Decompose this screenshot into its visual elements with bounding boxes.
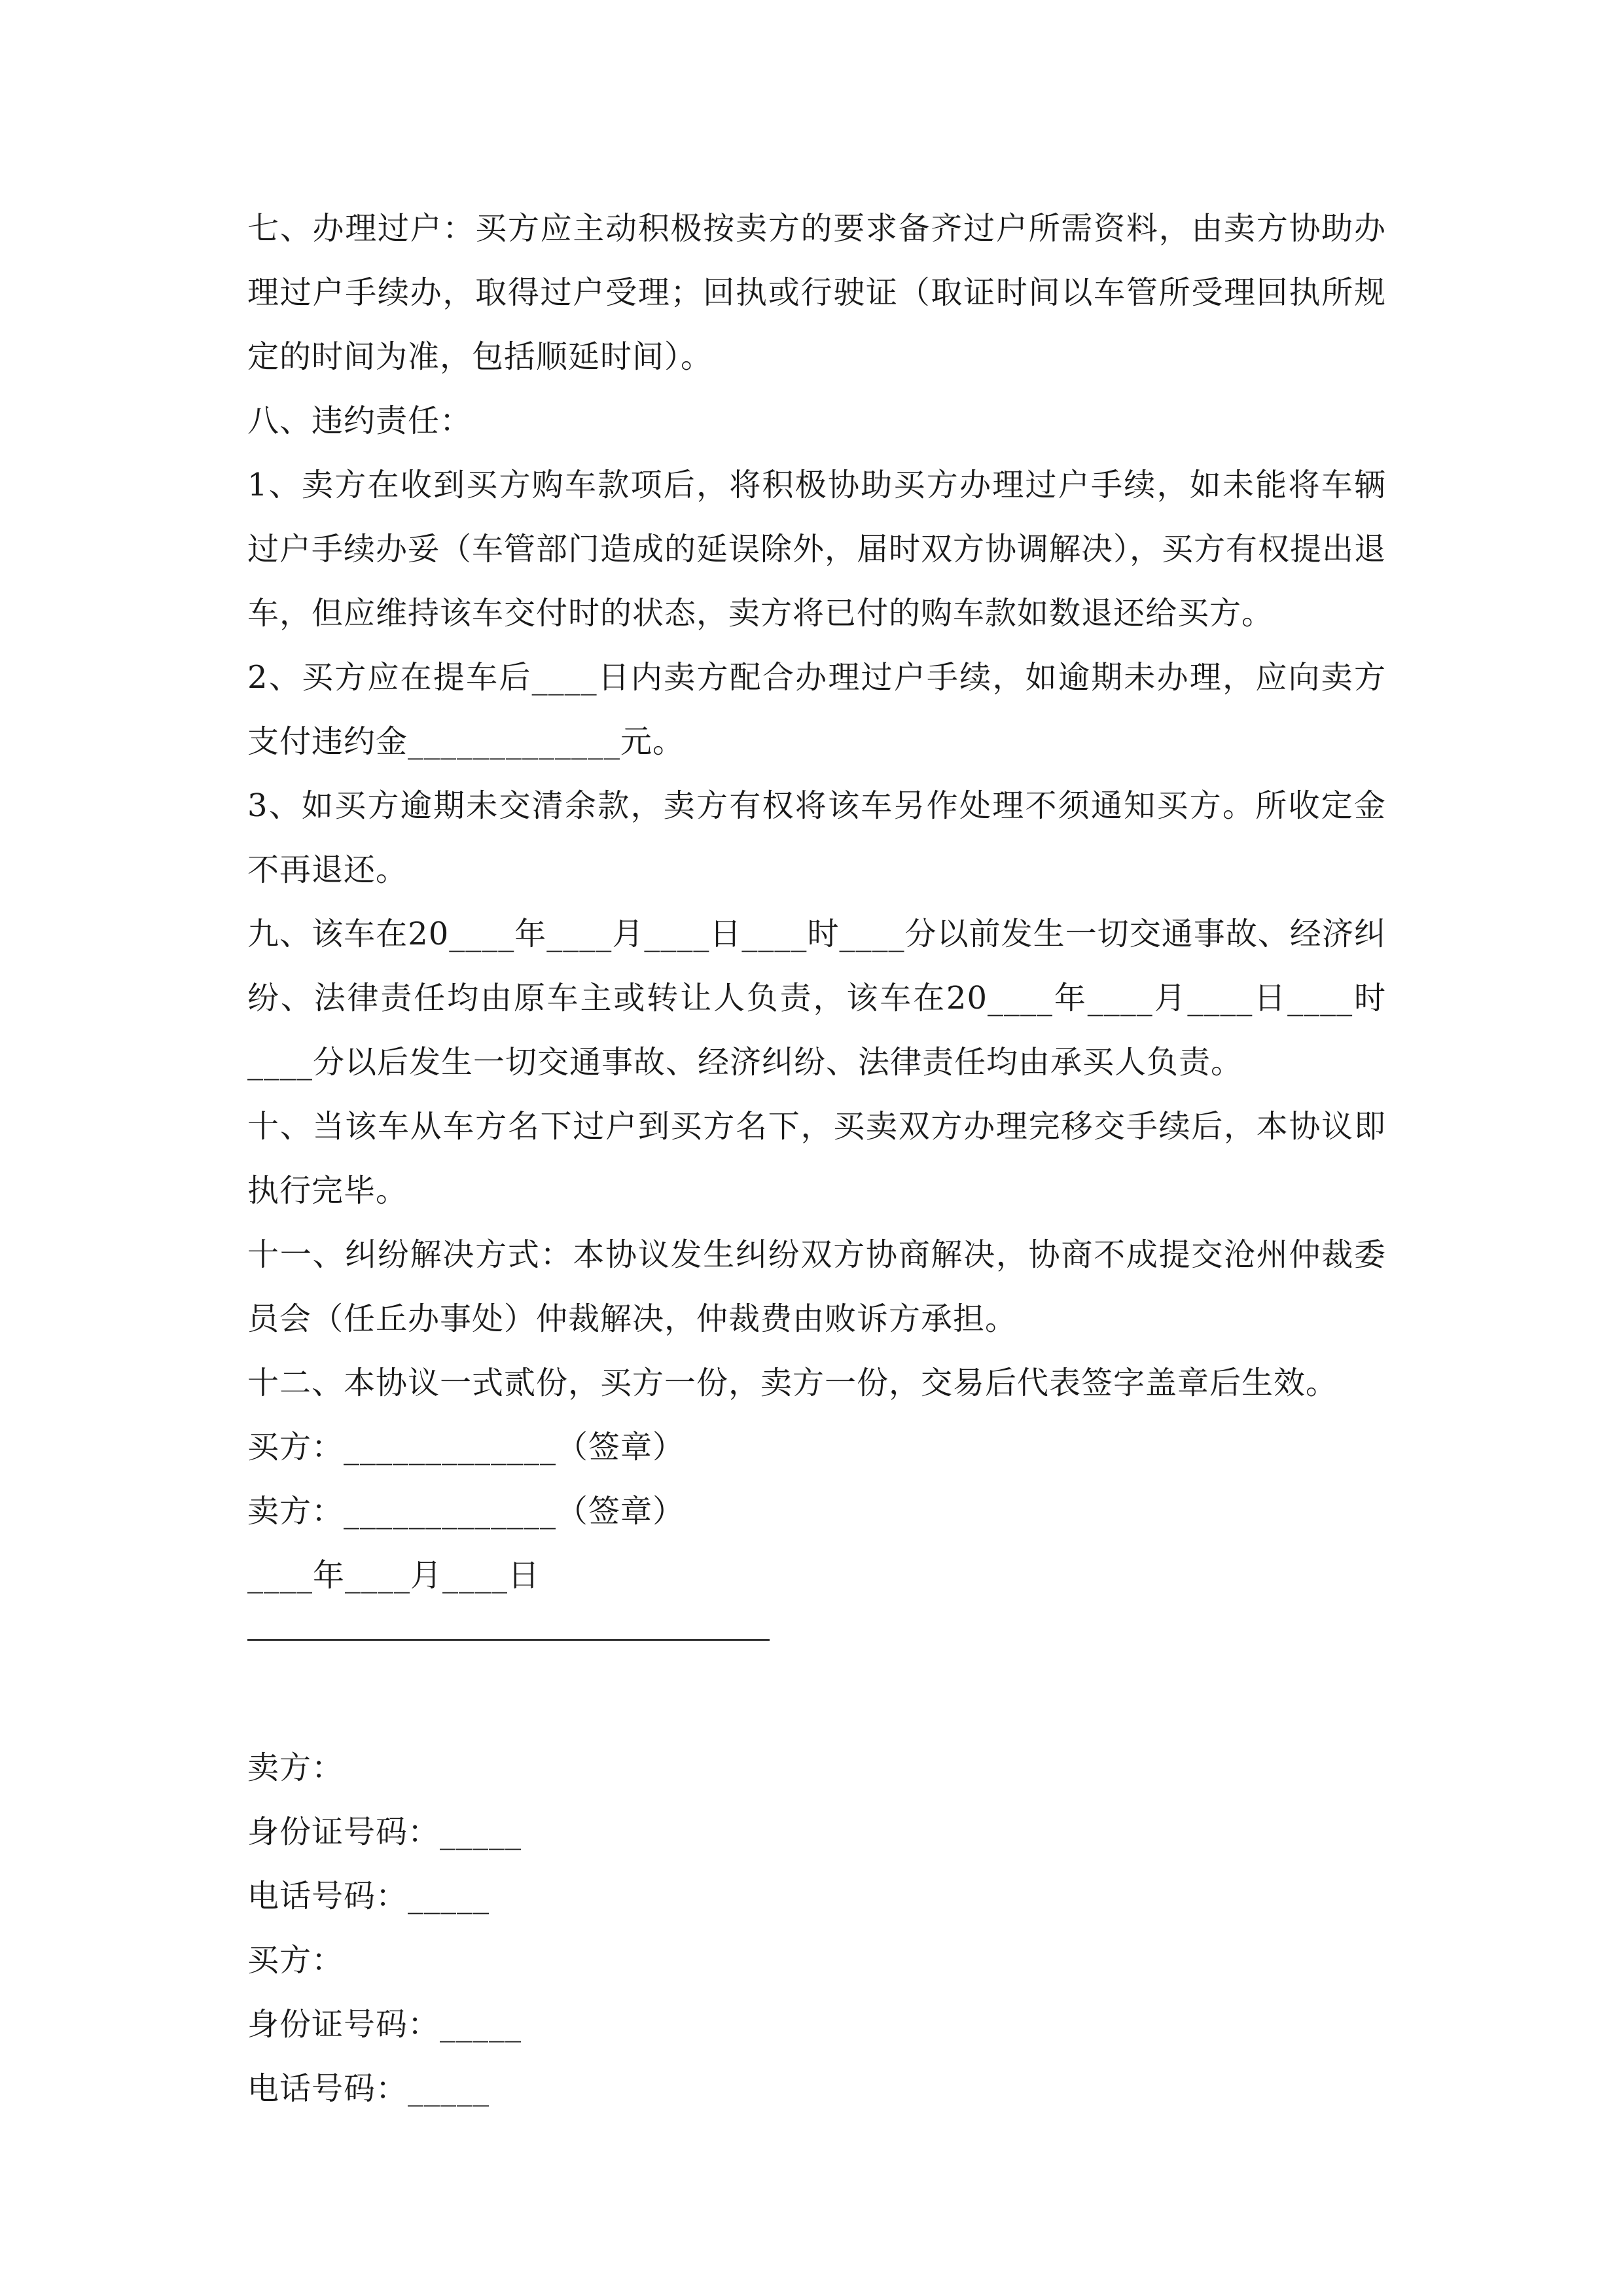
seller-phone-number: 电话号码：_____: [247, 1878, 490, 1914]
buyer-phone-number: 电话号码：_____: [247, 2070, 490, 2107]
seller-signature-line: 卖方：_____________（签章）: [247, 1493, 685, 1530]
section-divider: [247, 1607, 1386, 1672]
signature-date-line: ____年____月____日: [247, 1557, 541, 1594]
clause-10-completion: 十、当该车从车方名下过户到买方名下，买卖双方办理完移交手续后，本协议即执行完毕。: [247, 1108, 1386, 1209]
clause-12-copies: 十二、本协议一式贰份，买方一份，卖方一份，交易后代表签字盖章后生效。: [247, 1365, 1338, 1401]
clause-11-dispute: 十一、纠纷解决方式：本协议发生纠纷双方协商解决，协商不成提交沧州仲裁委员会（任丘办事处）仲裁解决，仲裁费由败诉方承担。: [247, 1236, 1386, 1337]
clause-7-transfer: 七、办理过户：买方应主动积极按卖方的要求备齐过户所需资料，由卖方协助办理过户手续办，取得过户受理；回执或行驶证（取证时间以车管所受理回执所规定的时间为准，包括顺延时间）。: [247, 210, 1386, 375]
seller-id-number: 身份证号码：_____: [247, 1814, 522, 1850]
buyer-signature-line: 买方：_____________（签章）: [247, 1429, 685, 1465]
spacer: [247, 1672, 1386, 1736]
divider-line: [247, 1639, 770, 1641]
clause-8-title: 八、违约责任：: [247, 403, 473, 439]
buyer-id-number: 身份证号码：_____: [247, 2006, 522, 2043]
contract-page: [247, 196, 1386, 2121]
clause-9-liability-period: 九、该车在20____年____月____日____时____分以前发生一切交通事故、经济纠纷、法律责任均由原车主或转让人负责，该车在20____年____月____日____时____分以后发生一切交通事故、经济纠纷、法律责任均由承买人负责。: [247, 916, 1386, 1081]
seller-contact-label: 卖方：: [247, 1749, 344, 1786]
buyer-contact-label: 买方：: [247, 1942, 344, 1979]
clause-8-item-3: 3、如买方逾期未交清余款，卖方有权将该车另作处理不须通知买方。所收定金不再退还。: [247, 787, 1386, 888]
clause-8-item-1: 1、卖方在收到买方购车款项后，将积极协助买方办理过户手续，如未能将车辆过户手续办妥（车管部门造成的延误除外，届时双方协调解决），买方有权提出退车，但应维持该车交付时的状态，卖方将已付的购车款如数退还给买方。: [247, 467, 1387, 632]
clause-8-item-2: 2、买方应在提车后____日内卖方配合办理过户手续，如逾期未办理，应向卖方支付违约金_____________元。: [247, 659, 1386, 760]
